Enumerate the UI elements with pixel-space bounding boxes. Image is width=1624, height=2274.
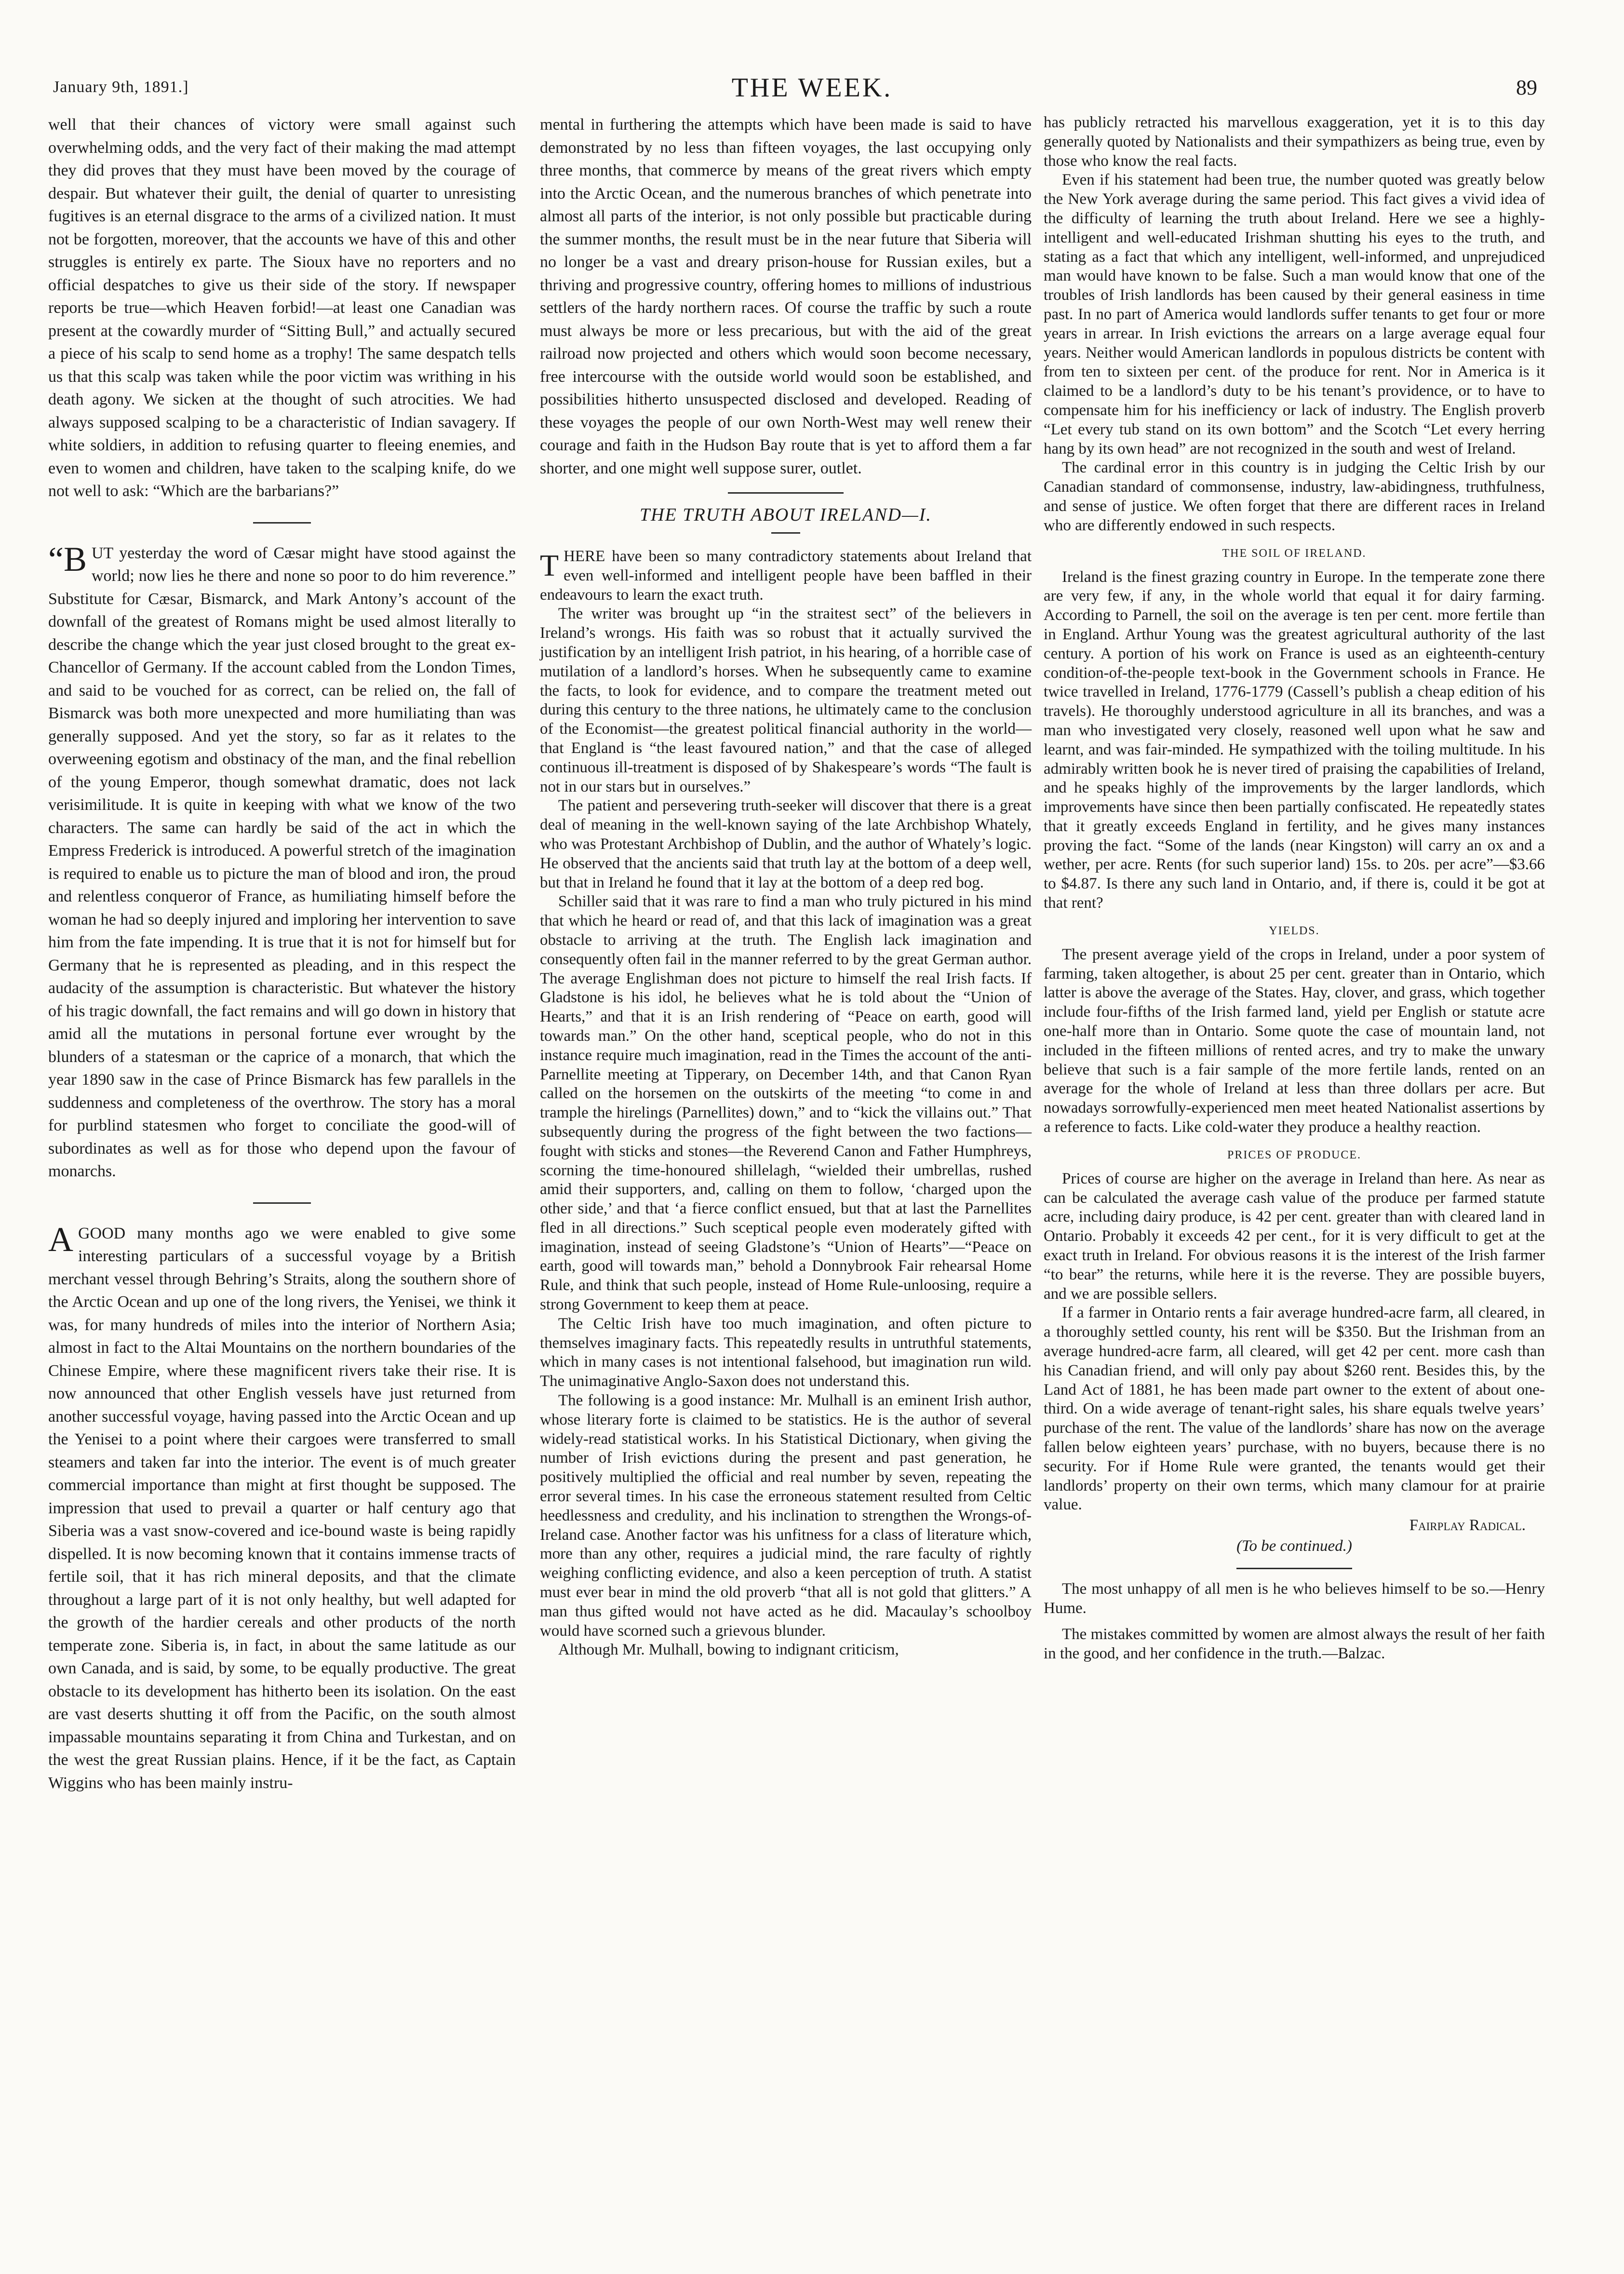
article-paragraph: If a farmer in Ontario rents a fair average hundred-acre farm, all cleared, in a thoroughly settled county, his rent will be $350. But the Irishman from an average hundred-acre farm, all cleared, will get 42 per cent. more cash than his Canadian friend, and will only pay about $260 rent. Besides this, by the Land Act of 1881, he has been made part owner to the extent of about one-third. On a wide average of tenant-right sales, his share equals twelve years’ purchase of the rent. The value of the landlords’ share has now on the average fallen below eighteen years’ purchase, with no buyers, because there is no security. For if Home Rule were granted, the tenants would get their landlords’ property on their own terms, which many clamour for at prairie value. bbox=[1044, 1304, 1545, 1514]
article-paragraph bbox=[540, 547, 1032, 605]
drop-cap: T bbox=[540, 548, 559, 582]
article-paragraph: Ireland is the finest grazing country in Europe. In the temperate zone there are very few, if any, in the whole world that equal it for dairy farming. According to Parnell, the soil on the average is ten per cent. more fertile than in England. Arthur Young was the greatest agricultural authority of the last century. A portion of his work on France is used as an eighteenth-century condition-of-the-people text-book in the Government schools in France. He twice travelled in Ireland, 1776-1779 (Cassell’s publish a cheap edition of his travels). He thoroughly understood agriculture in all its branches, and was a man who investigated very closely, reasoned well upon what he saw and learnt, and was fair-minded. He sympathized with the toiling multitude. In his admirably written book he is never tired of praising the capabilities of Ireland, and he speaks highly of the improvements by the larger landlords, which improvements have since then been partially confiscated. He repeatedly states that it greatly exceeds England in fertility, and he gives many instances proving the fact. “Some of the lands (near Kingston) will carry an ox and a wether, per acre. Rents (for such superior land) 15s. to 20s. per acre”—$3.66 to $4.87. Is there any such land in Ontario, and, if there is, could it be got at that rent? bbox=[1044, 568, 1545, 912]
column-3 bbox=[1044, 113, 1545, 1663]
paragraph-siberia-continued: mental in furthering the attempts which have been made is said to have demonstrated by no less than fifteen voyages, the last occupying only three months, that commerce by means of the great rivers which empty into the Arctic Ocean, and the numerous branches of which penetrate into almost all parts of the interior, is not only possible but practicable during the summer months, the result must be in the near future that Siberia will no longer be a vast and dreary prison-house for Russian exiles, but a thriving and progressive country, offering homes to millions of industrious settlers of the hardy northern races. Of course the traffic by such a route must always be more or less precarious, but with the aid of the great railroad now projected and others which would soon become necessary, free intercourse with the outside world would soon be established, and possibilities hitherto unsuspected disclosed and developed. Reading of these voyages the people of our own North-West may well renew their courage and faith in the Hudson Bay route that is yet to afford them a far shorter, and one might well suppose surer, outlet. bbox=[540, 116, 1032, 477]
article-paragraph: The patient and persevering truth-seeker will discover that there is a great deal of meaning in the well-known saying of the late Archbishop Whately, who was Protestant Archbishop of Dublin, and the author of Whately’s logic. He observed that the ancients said that truth lay at the bottom of a deep well, but that in Ireland he found that it lay at the bottom of a deep red bog. bbox=[540, 797, 1032, 891]
page-number: 89 bbox=[1516, 76, 1537, 99]
page-header bbox=[48, 72, 1576, 106]
section-rule bbox=[253, 1202, 311, 1204]
paragraph-siberia bbox=[48, 1222, 516, 1795]
article-paragraph: Prices of course are higher on the average in Ireland than here. As near as can be calculated the average cash value of the produce per farmed statute acre, including dairy produce, is 42 per cent. greater than with cleared land in Ontario. Probably it exceeds 42 per cent., for it is very difficult to get at the exact truth in Ireland. For obvious reasons it is the interest of the Irish farmer “to bear” the returns, while here it is the reverse. They are possible buyers, and we are possible sellers. bbox=[1044, 1170, 1545, 1303]
paragraph-bismarck-text: UT yesterday the word of Cæsar might have stood against the world; now lies he there and none so poor to do him reverence.” Substitute for Cæsar, Bismarck, and Mark Antony’s account of the downfall of the greatest of Romans might be used almost literally to describe the change which the year just closed brought to the great ex-Chancellor of Germany. If the account cabled from the London Times, and said to be vouched for as correct, can be relied on, the fall of Bismarck was both more unexpected and more humiliating than was generally supposed. And yet the story, so far as it relates to the overweening egotism and obstinacy of the man, and the final rebellion of the young Emperor, though somewhat dramatic, does not lack verisimilitude. It is quite in keeping with what we know of the two characters. The same can hardly be said of the act in which the Empress Frederick is introduced. A powerful stretch of the imagination is required to enable us to picture the man of blood and iron, the proud and relentless conqueror of France, as humiliating himself before the woman he had so deeply injured and imploring her intervention to save him from the fate impending. It is true that it is not for himself but for Germany that he is represented as pleading, and in this respect the audacity of the assumption is characteristic. But whatever the history of his tragic downfall, the fact remains and will go down in history that amid all the mutations in personal fortune ever wrought by the blunders of a statesman or the caprice of a monarch, that which the year 1890 saw in the case of Prince Bismarck has few parallels in the suddenness and completeness of the overthrow. The story has a moral for purblind statesmen who forget to conciliate the good-will of subordinates as well as for those who depend upon the favour of monarchs. bbox=[48, 544, 516, 1180]
column-2 bbox=[540, 113, 1032, 1660]
publication-title: THE WEEK. bbox=[731, 73, 893, 103]
article-paragraph: The following is a good instance: Mr. Mulhall is an eminent Irish author, whose literary forte is claimed to be statistics. He is the author of several widely-read statistical works. In his Statistical Dictionary, when giving the number of Irish evictions during the present and past generation, he positively multiplied the official and real number by seven, repeating the error several times. In his case the erroneous statement resulted from Celtic heedlessness and credulity, and his inclination to strengthen the Wrongs-of-Ireland case. Another factor was his unfitness for a class of literature which, more than any other, requires a judicial mind, the rare faculty of rightly weighing conflicting evidence, and also a keen perception of truth. A statist must ever bear in mind the old proverb “that all is not gold that glitters.” A man thus gifted would not have acted as he did. Macaulay’s schoolboy would have scorned such a grievous blunder. bbox=[540, 1392, 1032, 1640]
drop-cap: “B bbox=[48, 539, 87, 579]
column-1 bbox=[48, 113, 516, 1794]
to-be-continued: (To be continued.) bbox=[1236, 1537, 1352, 1555]
article-title: THE TRUTH ABOUT IRELAND—I. bbox=[640, 505, 932, 525]
article-paragraph: has publicly retracted his marvellous exaggeration, yet it is to this day generally quoted by Nationalists and their sympathizers as being true, even by those who know the real facts. bbox=[1044, 114, 1545, 170]
section-rule bbox=[728, 492, 844, 494]
article-paragraph: Even if his statement had been true, the number quoted was greatly below the New York average during the same period. This fact gives a vivid idea of the difficulty of learning the truth about Ireland. Here we see a highly-intelligent and well-educated Irishman shutting his eyes to the truth, and stating as a fact that which any intelligent, well-informed, and unprejudiced man would have known to be false. Such a man would know that one of the troubles of Irish landlords has been caused by their general easiness in time past. In no part of America would landlords suffer tenants to get four or more years in arrear. In Irish evictions the arrears on a large average equal four years. Neither would American landlords in populous districts be content with from ten to sixteen per cent. of the produce for rent. Nor in America is it claimed to be a landlord’s duty to be his tenant’s providence, or to have to compensate him for his inefficiency or lack of industry. The English proverb “Let every tub stand on its own bottom” and the Scotch “Let every herring hang by its own head” are not recognized in the south and west of Ireland. bbox=[1044, 171, 1545, 457]
drop-cap: A bbox=[48, 1220, 73, 1259]
paragraph-siberia-text: GOOD many months ago we were enabled to give some interesting particulars of a successful voyage by a British merchant vessel through Behring’s Straits, along the southern shore of the Arctic Ocean and up one of the long rivers, the Yenisei, we think it was, for many hundreds of miles into the interior of Northern Asia; almost in fact to the Altai Mountains on the northern boundaries of the Chinese Empire, where these magnificent rivers take their rise. It is now announced that other English vessels have just returned from another successful voyage, having passed into the Arctic Ocean and up the Yenisei to a point where their cargoes were transferred to small steamers and taken far into the interior. The event is of much greater commercial importance than might at first thought be supposed. The impression that used to prevail a quarter or half century ago that Siberia was a vast snow-covered and ice-bound waste is being rapidly dispelled. It is now becoming known that it contains immense tracts of fertile soil, that it has rich mineral deposits, and that the climate throughout a large part of it is not only healthy, but well adapted for the growth of the hardier cereals and other products of the north temperate zone. Siberia is, in fact, in about the same latitude as our own Canada, and is said, by some, to be equally productive. The great obstacle to its development has hitherto been its isolation. On the east are vast deserts shutting it off from the Pacific, on the south almost impassable mountains separating it from China and Turkestan, and on the west the great Russian plains. Hence, if it be the fact, as Captain Wiggins who has been mainly instru- bbox=[48, 1224, 516, 1792]
quotation: The most unhappy of all men is he who believes himself to be so.—Henry Hume. bbox=[1044, 1580, 1545, 1617]
subheading-soil: THE SOIL OF IRELAND. bbox=[1222, 547, 1367, 560]
article-paragraph: Schiller said that it was rare to find a man who truly pictured in his mind that which he heard or read of, and that this lack of imagination was a great obstacle to arriving at the truth. The English lack imagination and consequently often fail in the manner referred to by the great German author. The average Englishman does not picture to himself the real Irish facts. If Gladstone is his idol, he believes what he is told about the “Union of Hearts,” and that it is an Irish rendering of “Peace on earth, good will towards man.” On the other hand, sceptical people, who do not in this instance require much imagination, read in the Times the account of the anti-Parnellite meeting at Tipperary, on December 14th, and that Canon Ryan called on the horsemen on the outskirts of the meeting “to come in and trample the hirelings (Parnellites) down,” and to “kick the villains out.” That subsequently during the progress of the fight between the two factions—fought with sticks and stones—the Reverend Canon and Father Humphreys, scorning the time-honoured shillelagh, “wielded their umbrellas, rushed amid their supporters, and, calling on them to follow, ‘charged upon the other side,’ and that ‘a fierce conflict ensued, but that at last the Parnellites fled in all directions.” Such sceptical people even moderately gifted with imagination, instead of seeing Gladstone’s “Union of Hearts”—“Peace on earth, good will towards man,” behold a Donnybrook Fair rehearsal Home Rule, and think that such people, instead of Home Rule-unloosing, require a strong Government to keep them at peace. bbox=[540, 893, 1032, 1314]
paragraph-sioux: well that their chances of victory were small against such overwhelming odds, and the very fact of their making the mad attempt they did proves that they must have been moved by the courage of despair. But whatever their guilt, the denial of quarter to unresisting fugitives is an eternal disgrace to the arms of a civilized nation. It must not be forgotten, moreover, that the accounts we have of this and other struggles is entirely ex parte. The Sioux have no reporters and no official despatches to give us their side of the story. If newspaper reports be true—which Heaven forbid!—at least one Canadian was present at the cowardly murder of “Sitting Bull,” and actually secured a piece of his scalp to send home as a trophy! The same despatch tells us that this scalp was taken while the poor victim was writhing in his death agony. We sicken at the thought of such atrocities. We had always supposed scalping to be a characteristic of Indian savagery. If white soldiers, in addition to refusing quarter to fleeing enemies, and even to women and children, have taken to the scalping knife, do we not well to ask: “Which are the barbarians?” bbox=[48, 116, 516, 500]
subheading-prices: PRICES OF PRODUCE. bbox=[1227, 1148, 1362, 1161]
paragraph-bismarck bbox=[48, 539, 516, 1183]
article-paragraph: The writer was brought up “in the straitest sect” of the believers in Ireland’s wrongs. His faith was so robust that it actually survived the justification by an intelligent Irish patriot, in his hearing, of a horrible case of mutilation of a landlord’s horses. When he subsequently came to examine the facts, to look for evidence, and to compare the treatment meted out during this century to the three nations, he ultimately came to the conclusion of the Economist—the greatest political financial authority in the world—that England is “the least favoured nation,” and that the case of alleged continuous ill-treatment is disposed of by Shakespeare’s words “The fault is not in our stars but in ourselves.” bbox=[540, 605, 1032, 795]
article-paragraph: Although Mr. Mulhall, bowing to indignant criticism, bbox=[558, 1641, 899, 1659]
section-rule bbox=[253, 522, 311, 524]
section-rule bbox=[1236, 1568, 1352, 1569]
article-paragraph: The Celtic Irish have too much imagination, and often picture to themselves imaginary facts. This repeatedly results in untruthful statements, which in many cases is not intentional falsehood, but imagination run wild. The unimaginative Anglo-Saxon does not understand this. bbox=[540, 1315, 1032, 1390]
quotation: The mistakes committed by women are almost always the result of her faith in the good, and her confidence in the truth.—Balzac. bbox=[1044, 1625, 1545, 1662]
article-paragraph: The present average yield of the crops in Ireland, under a poor system of farming, taken altogether, is about 25 per cent. greater than in Ontario, which latter is above the average of the States. Hay, clover, and grass, which together include four-fifths of the Irish farmed land, yield per English or statute acre one-half more than in Ontario. Some quote the case of mountain land, not included in the fifteen millions of rented acres, and try to make the unwary believe that such is a fair sample of the more fertile lands, rented on an average for the whole of Ireland at less than three dollars per acre. But nowadays sorrowfully-experienced men meet heated Nationalist assertions by a reference to facts. Like cold-water they produce a healthy reaction. bbox=[1044, 945, 1545, 1136]
title-rule bbox=[771, 532, 800, 534]
issue-date: January 9th, 1891.] bbox=[53, 78, 189, 96]
subheading-yields: YIELDS. bbox=[1269, 924, 1320, 937]
article-paragraph-text: HERE have been so many contradictory statements about Ireland that even well-informed and intelligent people have been baffled in their endeavours to learn the exact truth. bbox=[540, 548, 1032, 604]
author-signature: Fairplay Radical. bbox=[1409, 1517, 1526, 1534]
article-paragraph: The cardinal error in this country is in judging the Celtic Irish by our Canadian standard of commonsense, industry, law-abidingness, truthfulness, and sense of justice. We often forget that there are different races in Ireland who are differently endowed in such respects. bbox=[1044, 459, 1545, 534]
